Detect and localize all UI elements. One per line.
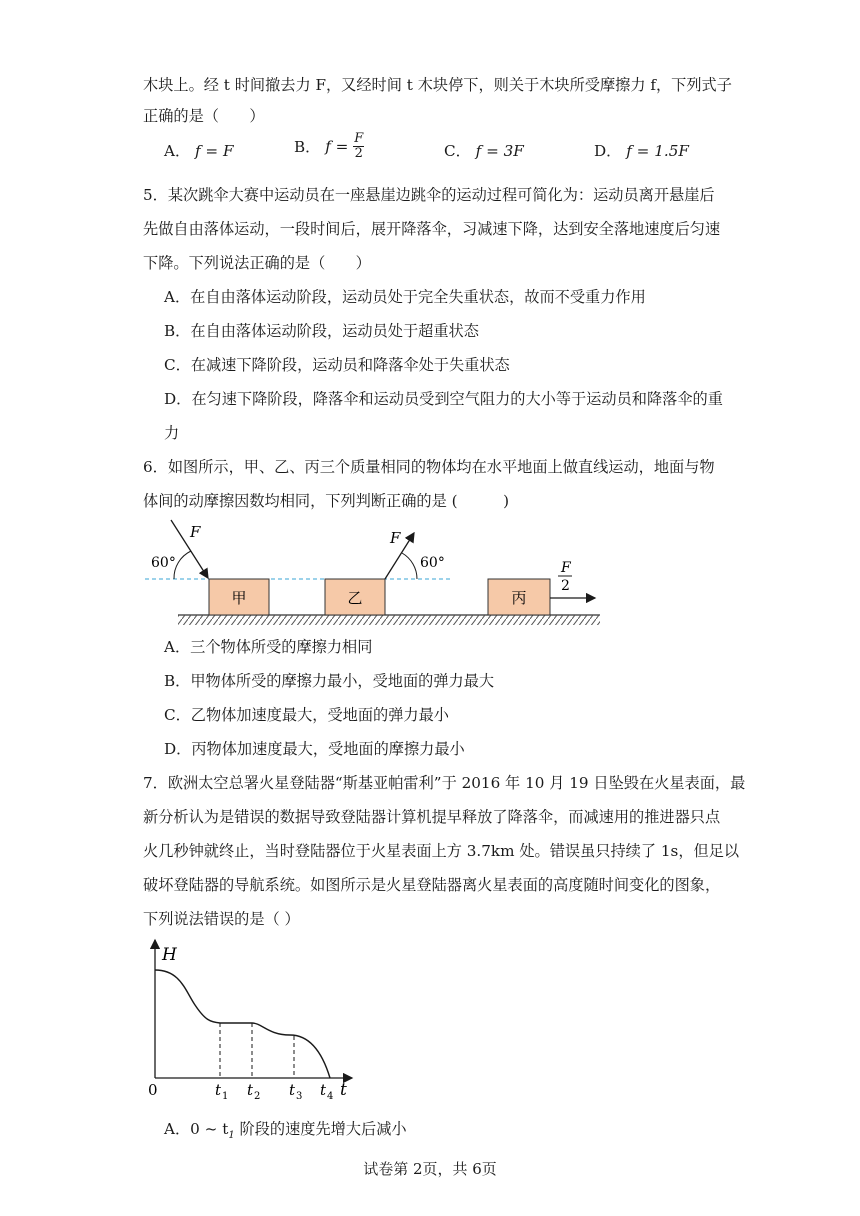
y-axis-label: H (162, 945, 177, 965)
tick-sub-3: 3 (296, 1091, 303, 1100)
q5-line1: 5．某次跳伞大赛中运动员在一座悬崖边跳伞的运动过程可简化为：运动员离开悬崖后 (143, 186, 715, 204)
q7-option-a[interactable]: A．0 ~ $t_1$ 阶段的速度先增大后减小 (164, 1120, 407, 1142)
tick-label-t3: t (289, 1081, 296, 1099)
angle-label-jia: 60° (151, 555, 176, 571)
q7-height-time-graph (140, 935, 370, 1100)
x-axis-label: t (340, 1080, 347, 1100)
q6-option-c[interactable]: C．乙物体加速度最大，受地面的弹力最小 (164, 706, 449, 724)
q6-option-b[interactable]: B．甲物体所受的摩擦力最小，受地面的弹力最大 (164, 672, 495, 690)
force-label-yi: F (390, 529, 401, 547)
tick-label-t4: t (320, 1081, 327, 1099)
q4-line2: 正确的是（ ） (143, 107, 265, 125)
q7-line1: 7．欧洲太空总署火星登陆器“斯基亚帕雷利”于 2016 年 10 月 19 日坠毁在火星表面，最 (143, 774, 746, 792)
q4-line1: 木块上。经 t 时间撤去力 F，又经时间 t 木块停下，则关于木块所受摩擦力 f，下列式子 (143, 76, 732, 94)
q4-option-a[interactable]: A． f = F (164, 142, 234, 160)
origin-label: 0 (148, 1081, 158, 1099)
q7-line3: 火几秒钟就终止，当时登陆器位于火星表面上方 3.7km 处。错误虽只持续了 1s，但足以 (143, 842, 740, 860)
force-label-jia: F (190, 523, 201, 541)
q5-option-b[interactable]: B．在自由落体运动阶段，运动员处于超重状态 (164, 322, 479, 340)
angle-arc-yi (402, 553, 417, 579)
q7-line2: 新分析认为是错误的数据导致登陆器计算机提早释放了降落伞，而减速用的推进器只点 (143, 808, 721, 826)
q6-option-a[interactable]: A．三个物体所受的摩擦力相同 (164, 638, 373, 656)
block-yi-label: 乙 (347, 589, 363, 607)
q5-option-c[interactable]: C．在减速下降阶段，运动员和降落伞处于失重状态 (164, 356, 510, 374)
half-force-num: F (561, 560, 571, 576)
q5-option-d-cont: 力 (164, 424, 180, 442)
q4-option-c[interactable]: C． f = 3F (444, 142, 524, 160)
half-force-den: 2 (561, 578, 570, 594)
q6-line2: 体间的动摩擦因数均相同，下列判断正确的是 ( ) (143, 492, 509, 510)
tick-sub-4: 4 (327, 1091, 334, 1100)
q5-option-d[interactable]: D．在匀速下降阶段，降落伞和运动员受到空气阻力的大小等于运动员和降落伞的重 (164, 390, 723, 408)
q4-option-b[interactable]: B． f = $\frac{F}{2}$ (294, 131, 364, 161)
q5-line3: 下降。下列说法正确的是（ ） (143, 254, 371, 272)
q4-option-d[interactable]: D． f = 1.5F (594, 142, 689, 160)
tick-label-t1: t (215, 1081, 222, 1099)
q5-option-a[interactable]: A．在自由落体运动阶段，运动员处于完全失重状态，故而不受重力作用 (164, 288, 646, 306)
ground-hatch (178, 615, 600, 625)
q6-option-d[interactable]: D．丙物体加速度最大，受地面的摩擦力最小 (164, 740, 465, 758)
q7-line4: 破坏登陆器的导航系统。如图所示是火星登陆器离火星表面的高度随时间变化的图象， (143, 876, 721, 894)
page-footer: 试卷第 2页，共 6页 (363, 1160, 497, 1178)
q6-line1: 6．如图所示，甲、乙、丙三个质量相同的物体均在水平地面上做直线运动，地面与物 (143, 458, 715, 476)
height-curve (155, 970, 330, 1078)
angle-arc-jia (174, 551, 191, 579)
q6-force-diagram (140, 515, 610, 630)
block-jia-label: 甲 (231, 589, 247, 607)
tick-label-t2: t (247, 1081, 254, 1099)
fraction: $\frac{F}{2}$ (354, 131, 364, 161)
tick-sub-2: 2 (254, 1091, 261, 1100)
block-bing-label: 丙 (511, 589, 527, 607)
angle-label-yi: 60° (420, 555, 445, 571)
tick-sub-1: 1 (222, 1091, 229, 1100)
q5-line2: 先做自由落体运动，一段时间后，展开降落伞，习减速下降，达到安全落地速度后匀速 (143, 220, 721, 238)
q7-line5: 下列说法错误的是（ ） (143, 910, 300, 928)
